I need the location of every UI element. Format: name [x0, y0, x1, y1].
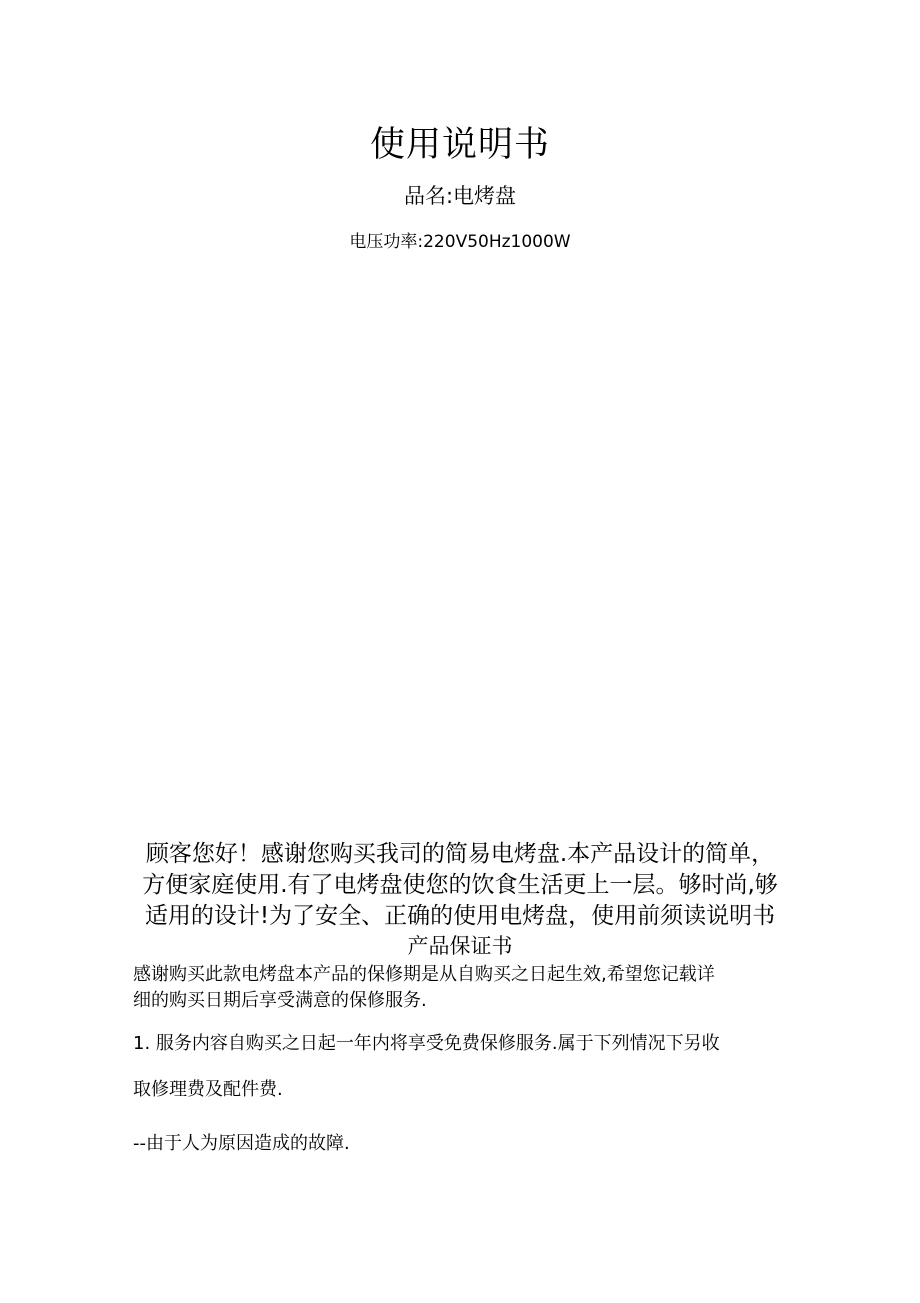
- warranty-paragraph-line: 细的购买日期后享受满意的保修服务.: [133, 990, 427, 1011]
- intro-line: 顾客您好！感谢您购买我司的简易电烤盘.本产品设计的简单，: [145, 841, 775, 867]
- intro-line: 适用的设计!为了安全、正确的使用电烤盘，使用前须读说明书: [144, 903, 776, 929]
- intro-line: 方便家庭使用.有了电烤盘使您的饮食生活更上一层。够时尚,够: [142, 872, 778, 898]
- warranty-condition: --由于人为原因造成的故障.: [133, 1133, 350, 1154]
- warranty-title: 产品保证书: [407, 934, 513, 958]
- document-title: 使用说明书: [369, 125, 550, 165]
- product-name: 品名:电烤盘: [403, 184, 517, 208]
- warranty-item-1: 1. 服务内容自购买之日起一年内将享受免费保修服务.属于下列情况下另收: [133, 1033, 720, 1054]
- power-spec: 电压功率:220V50Hz1000W: [349, 232, 571, 252]
- warranty-item-1-continued: 取修理费及配件费.: [133, 1079, 283, 1100]
- warranty-paragraph-line: 感谢购买此款电烤盘本产品的保修期是从自购买之日起生效,希望您记载详: [133, 964, 715, 985]
